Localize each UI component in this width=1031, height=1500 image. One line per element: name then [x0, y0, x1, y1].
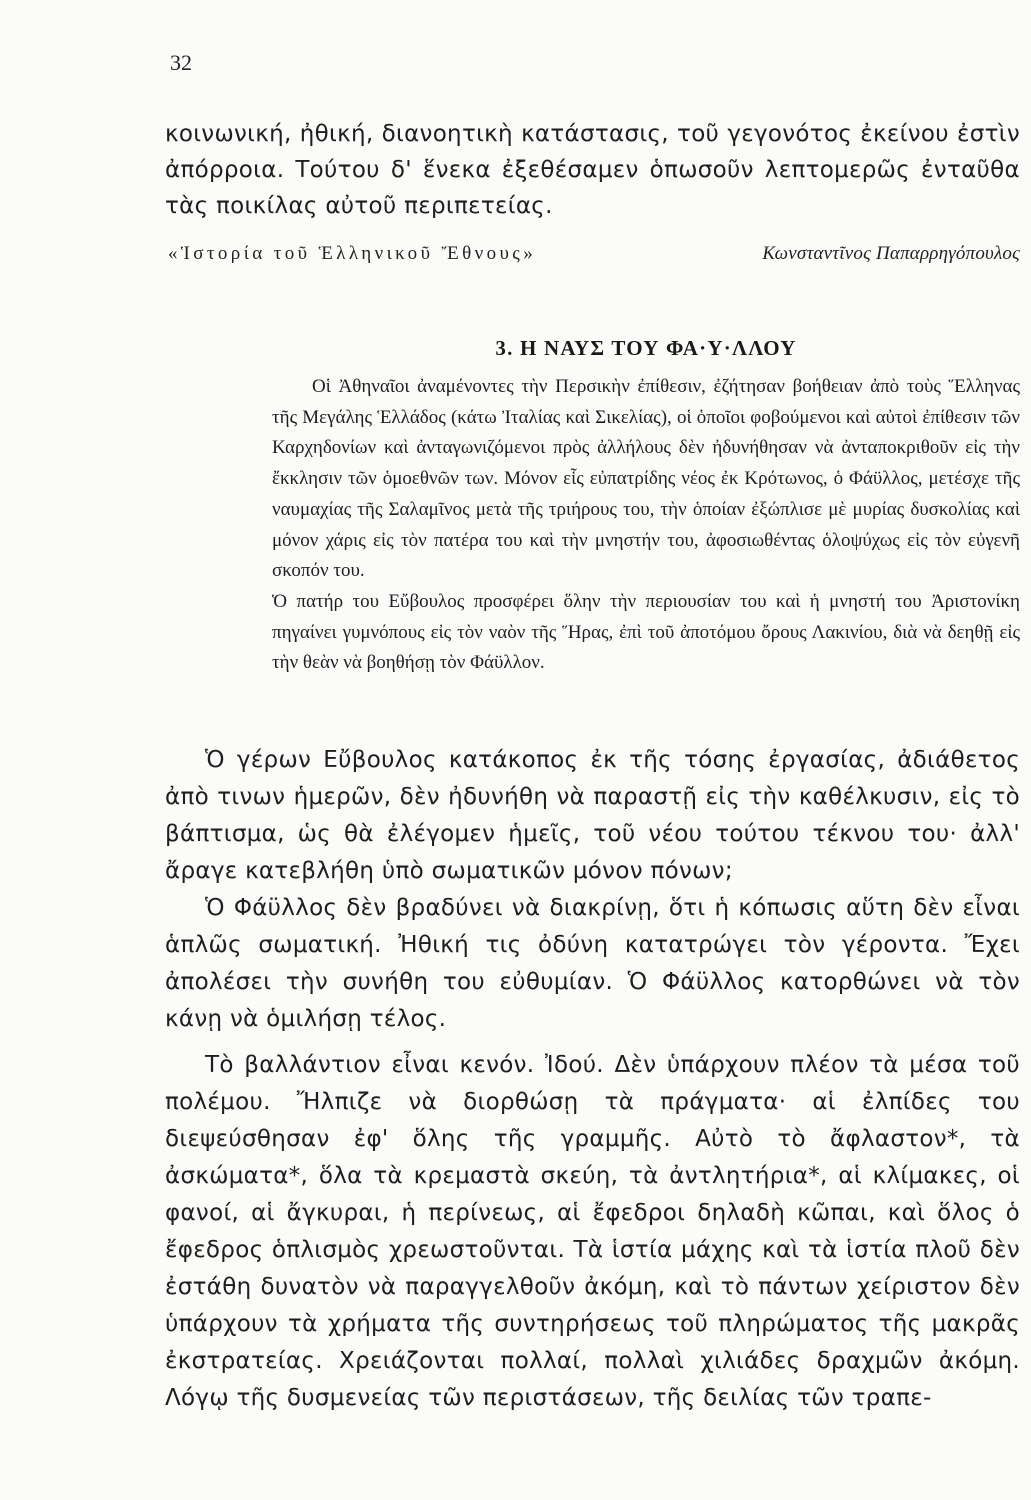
- citation-source: «Ἱστορία τοῦ Ἑλληνικοῦ Ἔθνους»: [168, 243, 537, 264]
- section-summary: [272, 372, 1020, 679]
- body-text: [165, 742, 1020, 1417]
- section-title: 3. Η ΝΑΥΣ ΤΟΥ ΦΑ·Υ·ΛΛΟΥ: [495, 336, 797, 360]
- citation: [168, 243, 1020, 265]
- body-paragraph: Ὁ Φάϋλλος δὲν βραδύνει νὰ διακρίνῃ, ὅτι ἡ κόπωσις αὕτη δὲν εἶναι ἁπλῶς σωματική. Ἠθική τις ὀδύνη κατατρώγει τὸν γέροντα. Ἔχει ἀπολέσει τὴν συνήθη του εὐθυμίαν. Ὁ Φάϋλλος κατορθώνει νὰ τὸν κάνῃ νὰ ὁμιλήσῃ τέλος.: [165, 895, 1020, 1032]
- summary-paragraph: Ὁ πατήρ του Εὔβουλος προσφέρει ὅλην τὴν περιουσίαν του καὶ ἡ μνηστή του Ἀριστονίκη πηγαίνει γυμνόπους εἰς τὸν ναὸν τῆς Ἥρας, ἐπὶ τοῦ ἀποτόμου ὄρους Λακινίου, διὰ νὰ δεηθῇ εἰς τὴν θεὰν νὰ βοηθήσῃ τὸν Φάϋλλον.: [272, 590, 1020, 674]
- intro-text: [165, 116, 1020, 224]
- page-number: 32: [170, 50, 192, 75]
- citation-author: Κωνσταντῖνος Παπαρρηγόπουλος: [762, 243, 1020, 264]
- intro-paragraph: κοινωνική, ἠθική, διανοητικὴ κατάστασις, τοῦ γεγονότος ἐκείνου ἐστὶν ἀπόρροια. Τούτου δ' ἕνεκα ἐξεθέσαμεν ὁπωσοῦν λεπτομερῶς ἐνταῦθα τὰς ποικίλας αὐτοῦ περιπετείας.: [165, 121, 1020, 219]
- body-paragraph: Ὁ γέρων Εὔβουλος κατάκοπος ἐκ τῆς τόσης ἐργασίας, ἀδιάθετος ἀπὸ τινων ἡμερῶν, δὲν ἠδυνήθη νὰ παραστῇ εἰς τὴν καθέλκυσιν, εἰς τὸ βάπτισμα, ὡς θὰ ἐλέγομεν ἡμεῖς, τοῦ νέου τούτου τέκνου του· ἀλλ' ἄραγε κατεβλήθη ὑπὸ σωματικῶν μόνον πόνων;: [165, 747, 1020, 884]
- summary-paragraph: Οἱ Ἀθηναῖοι ἀναμένοντες τὴν Περσικὴν ἐπίθεσιν, ἐζήτησαν βοήθειαν ἀπὸ τοὺς Ἕλληνας τῆς Μεγάλης Ἑλλάδος (κάτω Ἰταλίας καὶ Σικελίας), οἱ ὁποῖοι φοβούμενοι καὶ αὐτοὶ ἐπίθεσιν τῶν Καρχηδονίων καὶ ἀνταγωνιζόμενοι πρὸς ἀλλήλους δὲν ἠδυνήθησαν νὰ ἀνταποκριθοῦν εἰς τὴν ἔκκλησιν τῶν ὁμοεθνῶν των. Μόνον εἷς εὐπατρίδης νέος ἐκ Κρότωνος, ὁ Φάϋλλος, μετέσχε τῆς ναυμαχίας τῆς Σαλαμῖνος μετὰ τῆς τριήρους του, τὴν ὁποίαν ἐξώπλισε μὲ μυρίας δυσκολίας καὶ μόνον χάρις εἰς τὸν πατέρα του καὶ τὴν μνηστήν του, ἀφοσιωθέντας ὁλοψύχως εἰς τὸν εὐγενῆ σκοπόν του.: [272, 376, 1020, 582]
- body-paragraph: Τὸ βαλλάντιον εἶναι κενόν. Ἰδού. Δὲν ὑπάρχουν πλέον τὰ μέσα τοῦ πολέμου. Ἤλπιζε νὰ διορθώσῃ τὰ πράγματα· αἱ ἐλπίδες του διεψεύσθησαν ἐφ' ὅλης τῆς γραμμῆς. Αὐτὸ τὸ ἄφλαστον*, τὰ ἀσκώματα*, ὅλα τὰ κρεμαστὰ σκεύη, τὰ ἀντλητήρια*, αἱ κλίμακες, οἱ φανοί, αἱ ἄγκυραι, ἡ περίνεως, αἱ ἔφεδροι δηλαδὴ κῶπαι, καὶ ὅλος ὁ ἔφεδρος ὁπλισμὸς χρεωστοῦνται. Τὰ ἱστία μάχης καὶ τὰ ἱστία πλοῦ δὲν ἐστάθη δυνατὸν νὰ παραγγελθοῦν ἀκόμη, καὶ τὸ πάντων χείριστον δὲν ὑπάρχουν τὰ χρήματα τῆς συντηρήσεως τοῦ πληρώματος τῆς μακρᾶς ἐκστρατείας. Χρειάζονται πολλαί, πολλαὶ χιλιάδες δραχμῶν ἀκόμη. Λόγῳ τῆς δυσμενείας τῶν περιστάσεων, τῆς δειλίας τῶν τραπε-: [165, 1052, 1020, 1411]
